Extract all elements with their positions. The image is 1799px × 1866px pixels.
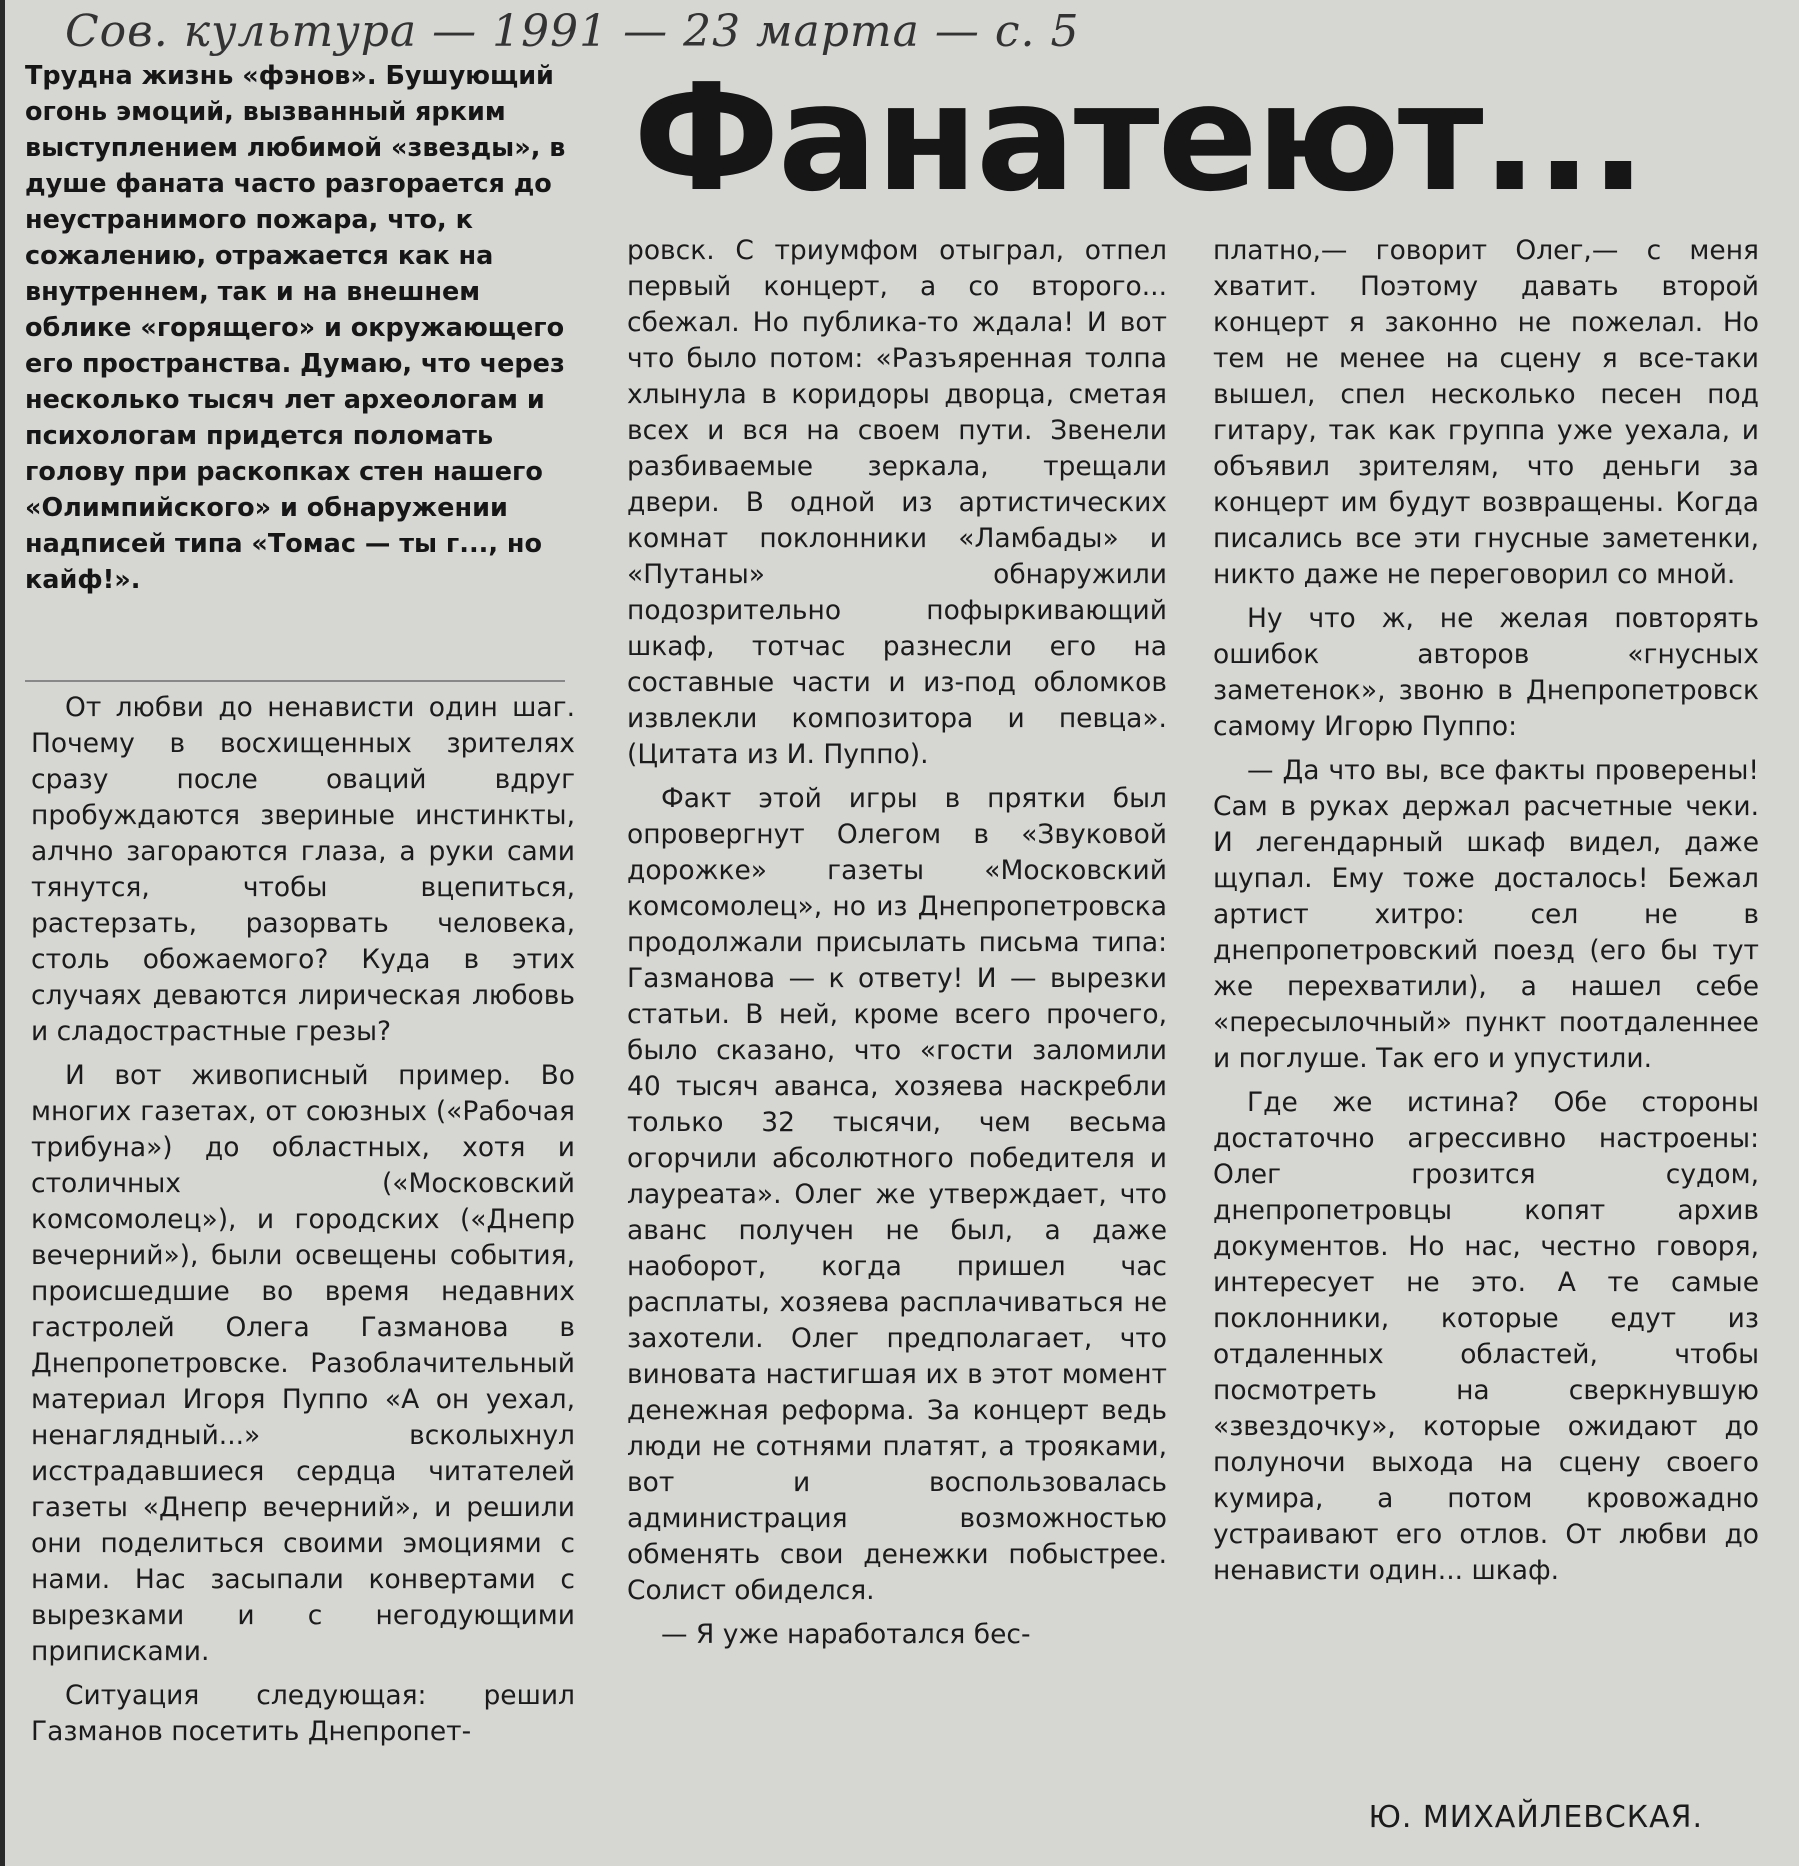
article-lead	[25, 58, 585, 598]
body-paragraph: Факт этой игры в прятки был опровергнут Олегом в «Звуковой дорожке» газеты «Московский комсомолец», но из Днепропетровска продолжали присылать письма типа: Газманова — к ответу! И — вырезки статьи. В ней, кроме всего прочего, было сказано, что «гости заломили 40 тысяч аванса, хозяева наскребли только 32 тысячи, чем весьма огорчили абсолютного победителя и лауреата». Олег же утверждает, что аванс получен не был, а даже наоборот, когда пришел час расплаты, хозяева расплачиваться не захотели. Олег предполагает, что виновата настигшая их в этот момент денежная реформа. За концерт ведь люди не сотнями платят, а трояками, вот и воспользовалась администрация возможностью обменять свои денежки побыстрее. Солист обиделся.	[627, 783, 1167, 1606]
body-paragraph: — Я уже наработался бес-	[661, 1619, 1031, 1650]
article-column-1	[31, 690, 575, 1750]
author-signature: Ю. МИХАЙЛЕВСКАЯ.	[1368, 1800, 1703, 1835]
lead-paragraph: Трудна жизнь «фэнов». Бушующий огонь эмоций, вызванный ярким выступлением любимой «звезды», в душе фаната часто разгорается до неустранимого пожара, что, к сожалению, отражается как на внутреннем, так и на внешнем облике «горящего» и окружающего его пространства. Думаю, что через несколько тысяч лет археологам и психологам придется поломать голову при раскопках стен нашего «Олимпийского» и обнаружении надписей типа «Томас — ты г..., но кайф!».	[25, 61, 566, 595]
lead-divider	[25, 680, 565, 682]
body-paragraph: Где же истина? Обе стороны достаточно агрессивно настроены: Олег грозится судом, днепропетровцы копят архив документов. Но нас, честно говоря, интересует не это. А те самые поклонники, которые едут из отдаленных областей, чтобы посмотреть на сверкнувшую «звездочку», которые ожидают до полуночи выхода на сцену своего кумира, а потом кровожадно устраивают его отлов. От любви до ненависти один... шкаф.	[1213, 1087, 1759, 1586]
article-column-2	[627, 233, 1167, 1653]
body-paragraph: платно,— говорит Олег,— с меня хватит. Поэтому давать второй концерт я законно не пожелал. Но тем не менее на сцену я все-таки вышел, спел несколько песен под гитару, так как группа уже уехала, и объявил зрителям, что деньги за концерт им будут возвращены. Когда писались все эти гнусные заметенки, никто даже не переговорил со мной.	[1213, 235, 1759, 590]
handwritten-source-note: Сов. культура — 1991 — 23 марта — с. 5	[65, 6, 1080, 57]
body-paragraph: Ситуация следующая: решил Газманов посетить Днепропет-	[31, 1680, 575, 1747]
article-headline: Фанатеют...	[633, 52, 1645, 224]
body-paragraph: От любви до ненависти один шаг. Почему в восхищенных зрителях сразу после оваций вдруг пробуждаются звериные инстинкты, алчно загораются глаза, а руки сами тянутся, чтобы вцепиться, растерзать, разорвать человека, столь обожаемого? Куда в этих случаях деваются лирическая любовь и сладострастные грезы?	[31, 692, 575, 1047]
body-paragraph: — Да что вы, все факты проверены! Сам в руках держал расчетные чеки. И легендарный шкаф видел, даже щупал. Ему тоже досталось! Бежал артист хитро: сел не в днепропетровский поезд (его бы тут же перехватили), а нашел себе «пересылочный» пункт поотдаленнее и поглуше. Так его и упустили.	[1213, 755, 1759, 1074]
body-paragraph: И вот живописный пример. Во многих газетах, от союзных («Рабочая трибуна») до областных, хотя и столичных («Московский комсомолец»), и городских («Днепр вечерний»), были освещены события, происшедшие во время недавних гастролей Олега Газманова в Днепропетровске. Разоблачительный материал Игоря Пуппо «А он уехал, ненаглядный...» всколыхнул исстрадавшиеся сердца читателей газеты «Днепр вечерний», и решили они поделиться своими эмоциями с нами. Нас засыпали конвертами с вырезками и с негодующими приписками.	[31, 1060, 575, 1667]
body-paragraph: ровск. С триумфом отыграл, отпел первый концерт, а со второго... сбежал. Но публика-то ждала! И вот что было потом: «Разъяренная толпа хлынула в коридоры дворца, сметая всех и вся на своем пути. Звенели разбиваемые зеркала, трещали двери. В одной из артистических комнат поклонники «Ламбады» и «Путаны» обнаружили подозрительно пофыркивающий шкаф, тотчас разнесли его на составные части и из-под обломков извлекли композитора и певца». (Цитата из И. Пуппо).	[627, 235, 1167, 770]
article-column-3	[1213, 233, 1759, 1589]
body-paragraph: Ну что ж, не желая повторять ошибок авторов «гнусных заметенок», звоню в Днепропетровск самому Игорю Пуппо:	[1213, 603, 1759, 742]
